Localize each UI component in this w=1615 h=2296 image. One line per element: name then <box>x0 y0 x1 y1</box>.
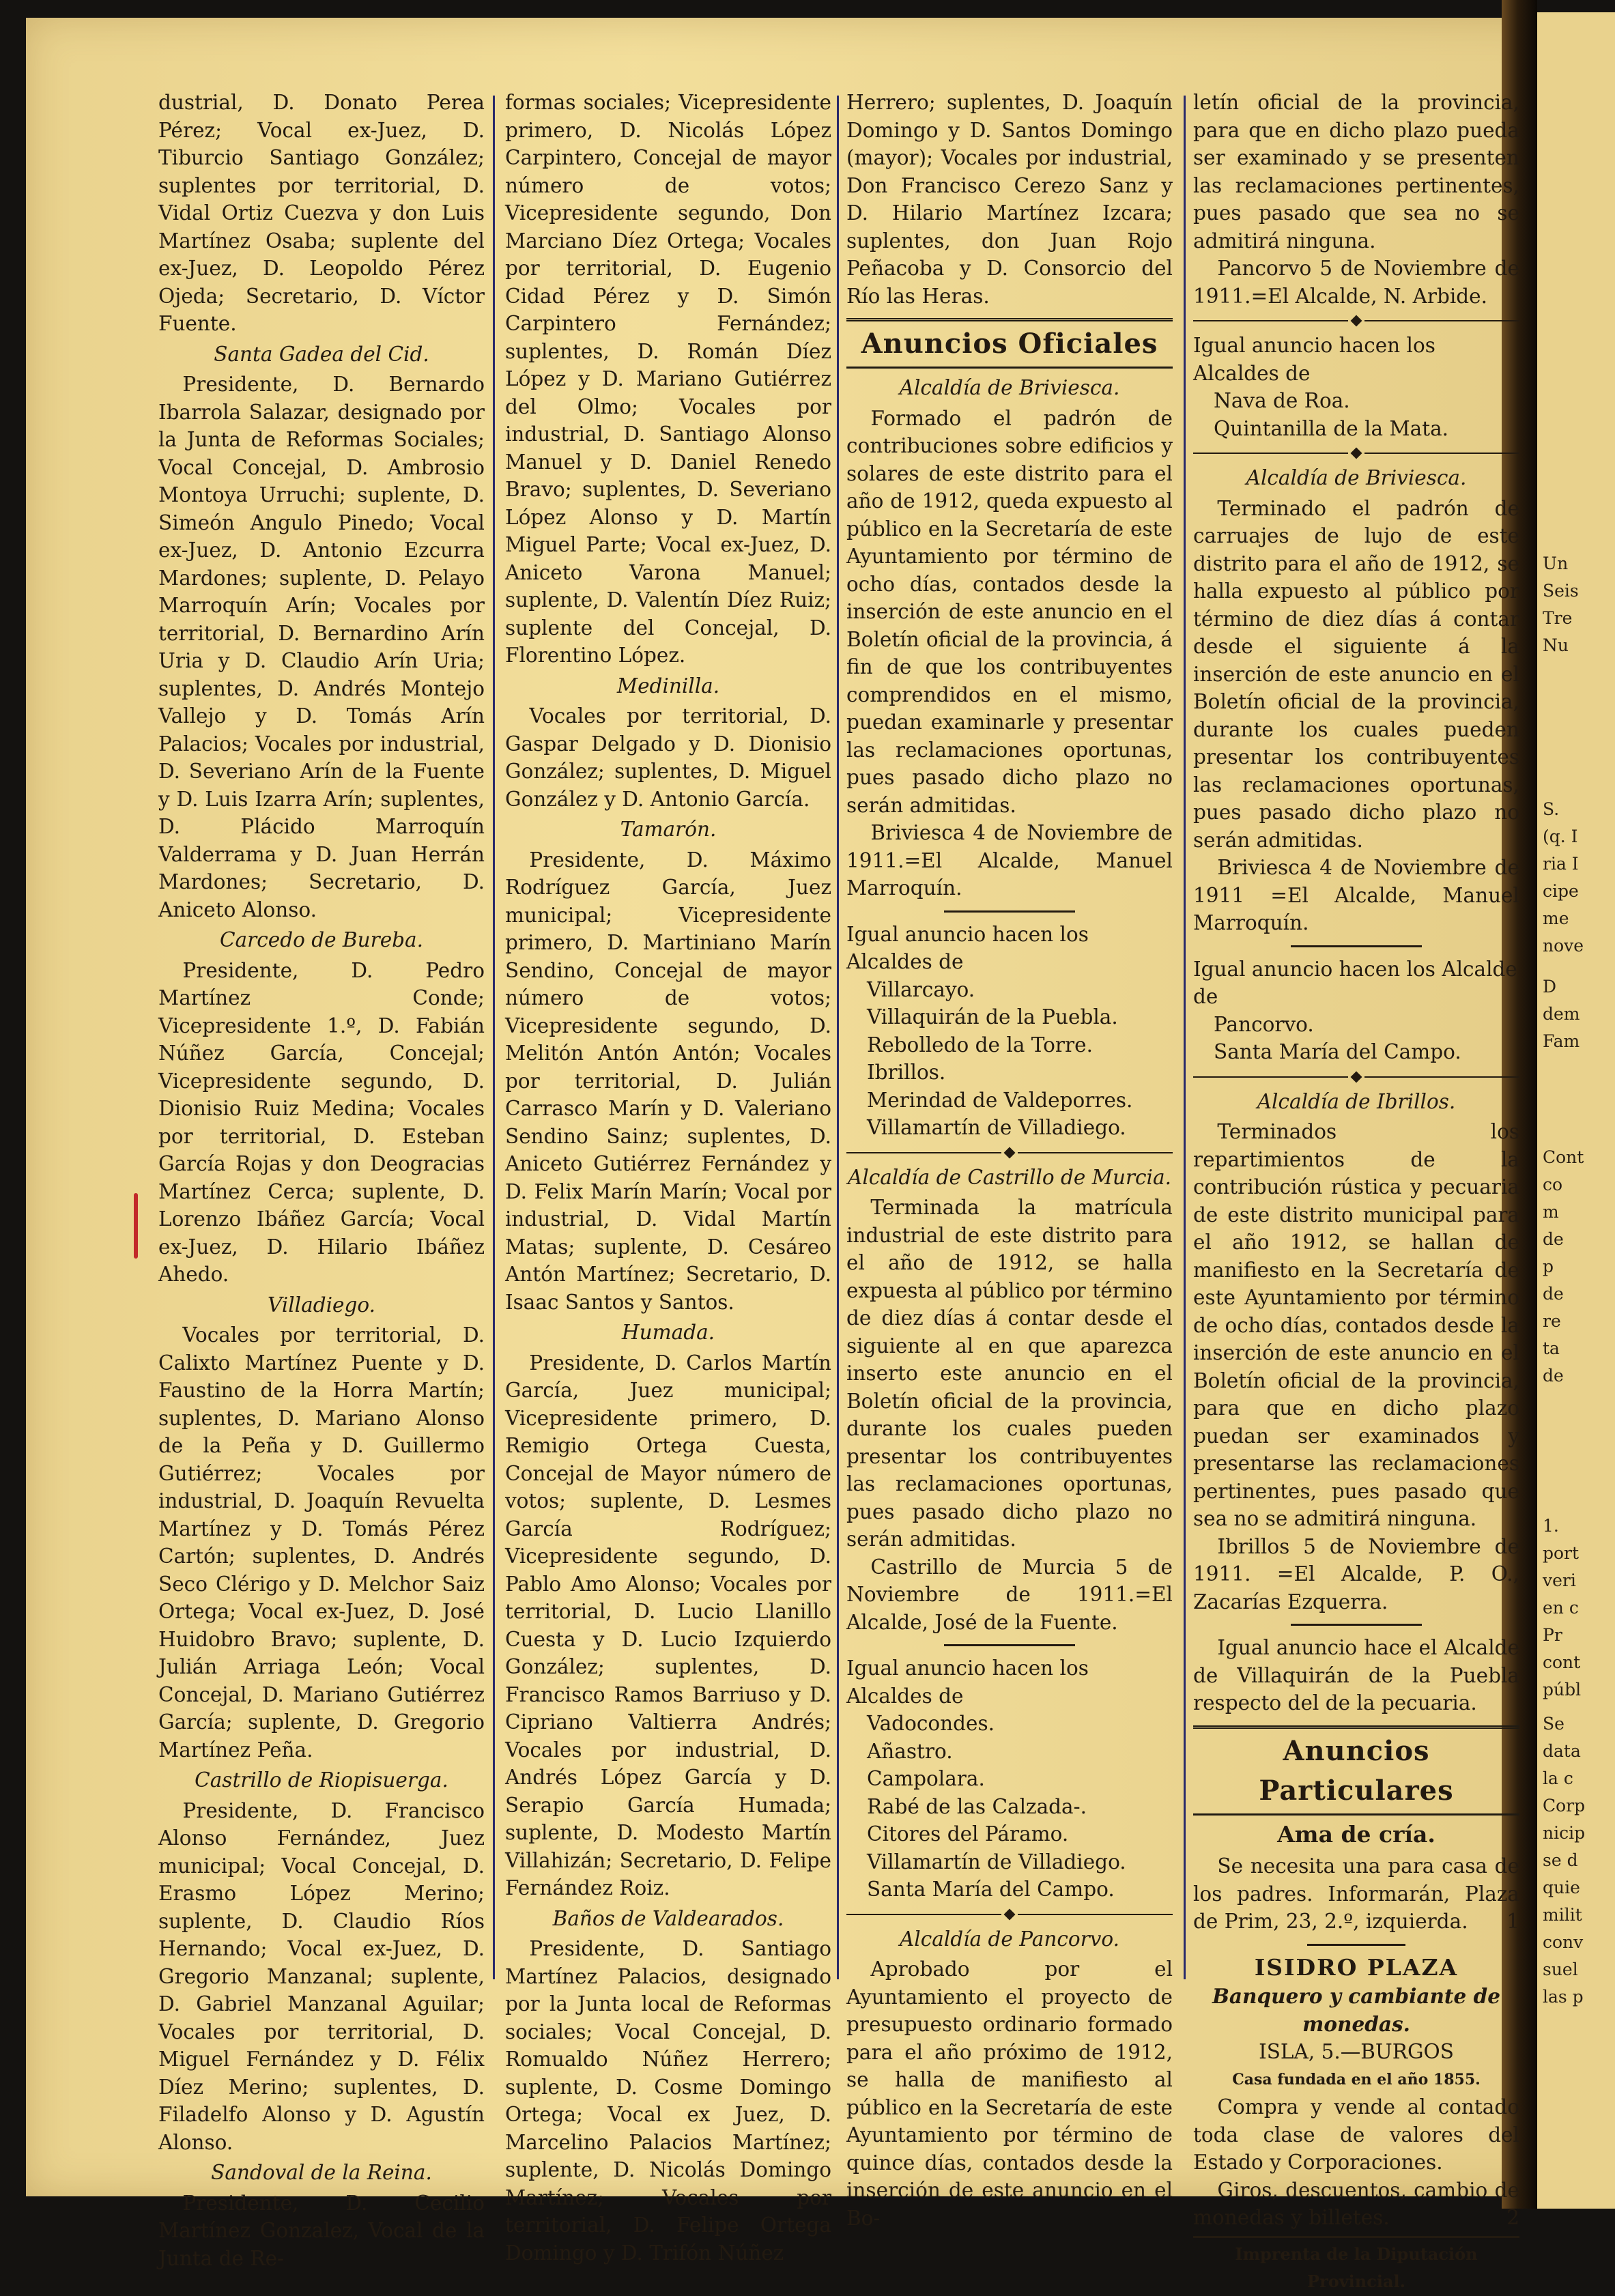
imprint: Imprenta de la Diputación Provincial. <box>1193 2236 1519 2296</box>
place-heading: Humada. <box>621 1321 715 1344</box>
list-item: Ibrillos. <box>867 1061 946 1084</box>
adjacent-page-fragment: veri <box>1543 1570 1576 1590</box>
paragraph: Aprobado por el Ayuntamiento el proyecto de presupuesto ordinario formado para el año próximo de 1912, se halla de manifiesto al público en la Secretaría de este Ayuntamiento por término de quince días, contados desde la inserción de este anuncio en el Bo- <box>846 1957 1173 2230</box>
short-rule <box>1307 1944 1405 1946</box>
adjacent-page-fragment: (q. I <box>1543 827 1578 846</box>
place-heading: Castrillo de Riopisuerga. <box>195 1768 448 1792</box>
paragraph: Formado el padrón de contribuciones sobre edificios y solares de este distrito para el año de 1912, queda expuesto al público en la Secretaría de este Ayuntamiento por término de ocho días, contados desde la inserción de este anuncio en el Boletín oficial de la provincia, á fin de que los contribuyentes comprendidos en el mismo, puedan examinarle y presentar las reclamaciones oportunas, pues pasado dicho plazo no serán admitidas. <box>846 406 1173 817</box>
place-heading: Sandoval de la Reina. <box>211 2161 432 2184</box>
adjacent-page-fragment: nicip <box>1543 1823 1586 1843</box>
paragraph: Vocales por territorial, D. Calixto Martínez Puente y D. Faustino de la Horra Martín; suplentes, D. Mariano Alonso de la Peña y D. Guillermo Gutiérrez; Vocales por industrial, D. Joaquín Revuelta Martínez y D. Tomás Pérez Cartón; suplentes, D. Andrés Seco Clérigo y D. Melchor Saiz Ortega; Vocal ex-Juez, D. José Huidobro Bravo; suplente, D. Julián Arriaga León; Vocal Concejal, D. Mariano Gutiérrez García; suplente, D. Gregorio Martínez Peña. <box>158 1323 485 1762</box>
short-rule <box>1291 1624 1421 1626</box>
paragraph: letín oficial de la provincia, para que en dicho plazo pueda ser examinado y se presenten las reclamaciones pertinentes, pues pasado que sea no se admitirá ninguna. <box>1193 91 1519 253</box>
town-list <box>1193 387 1519 442</box>
paragraph: Herrero; suplentes, D. Joaquín Domingo y D. Santos Domingo (mayor); Vocales por industrial, Don Francisco Cerezo Sanz y D. Hilario Martínez Izcara; suplentes, don Juan Rojo Peñacoba y D. Consorcio del Río las Heras. <box>846 91 1173 308</box>
ad-text <box>1193 1852 1519 1936</box>
place-heading: Alcaldía de Castrillo de Murcia. <box>848 1165 1171 1189</box>
list-item: Villaquirán de la Puebla. <box>867 1005 1118 1029</box>
paragraph: Presidente, D. Bernardo Ibarrola Salazar, designado por la Junta de Reformas Sociales; Vocal Concejal, D. Ambrosio Montoya Urruchi; suplente, D. Simeón Angulo Pinedo; Vocal ex-Juez, D. Antonio Ezcurra Mardones; suplente, D. Pelayo Marroquín Arín; Vocales por territorial, D. Bernardino Arín Uria y D. Claudio Arín Uria; suplentes, D. Andrés Montejo Vallejo y D. Tomás Arín Palacios; Vocales por industrial, D. Severiano Arín de la Fuente y D. Luis Izarra Arín; suplentes, D. Plácido Marroquín Valderrama y D. Juan Herrán Mardones; Secretario, D. Aniceto Alonso. <box>158 373 485 921</box>
adjacent-page-fragment: Un <box>1543 554 1569 573</box>
paragraph: Briviesca 4 de Noviembre de 1911.=El Alcalde, Manuel Marroquín. <box>846 821 1173 900</box>
ad-body: Se necesita una para casa de los padres. Informarán, Plaza de Prim, 23, 2.º, izquierda. <box>1193 1854 1519 1933</box>
paragraph: dustrial, D. Donato Perea Pérez; Vocal ex-Juez, D. Tiburcio Santiago González; suplentes por territorial, D. Vidal Ortiz Cuezva y don Luis Martínez Osaba; suplente del ex-Juez, D. Leopoldo Pérez Ojeda; Secretario, D. Víctor Fuente. <box>158 91 485 335</box>
short-rule <box>944 910 1074 913</box>
adjacent-page-fragment: D <box>1543 977 1557 996</box>
adjacent-page-fragment: cont <box>1543 1652 1581 1672</box>
adjacent-page-fragment: p <box>1543 1257 1554 1276</box>
ad-number: 2 <box>1506 2206 1519 2229</box>
adjacent-page-fragment: las p <box>1543 1987 1584 2007</box>
place-heading: Medinilla. <box>616 674 720 698</box>
place-heading: Alcaldía de Briviesca. <box>899 376 1120 399</box>
adjacent-page-fragment: re <box>1543 1311 1561 1331</box>
list-item: Rebolledo de la Torre. <box>867 1033 1093 1057</box>
adjacent-page-fragment: conv <box>1543 1932 1584 1952</box>
list-item: Pancorvo. <box>1214 1012 1314 1036</box>
short-rule <box>944 1644 1074 1646</box>
adjacent-page-fragment: en c <box>1543 1598 1579 1618</box>
paragraph: Presidente, D. Carlos Martín García, Juez municipal; Vicepresidente primero, D. Remigio Ortega Cuesta, Concejal de Mayor número de votos; suplente, D. Lesmes García Rodríguez; Vicepresidente segundo, D. Pablo Amo Alonso; Vocales por territorial, D. Lucio Llanillo Cuesta y D. Lucio Izquierdo González; suplentes, D. Francisco Ramos Barriuso y D. Cipriano Valtierra Andrés; Vocales por industrial, D. Andrés López García y D. Serapio García Humada; suplente, D. Modesto Martín Villahizán; Secretario, D. Felipe Fernández Roiz. <box>505 1351 831 1899</box>
list-item: Campolara. <box>867 1767 985 1790</box>
adjacent-page-fragment: Cont <box>1543 1147 1584 1167</box>
adjacent-page-fragment: Fam <box>1543 1031 1580 1051</box>
list-lead: Igual anuncio hacen los Alcaldes de <box>846 922 1089 973</box>
adjacent-page-fragment: 1. <box>1543 1516 1559 1536</box>
paragraph: Presidente, D. Francisco Alonso Fernández, Juez municipal; Vocal Concejal, D. Erasmo López Merino; suplente, D. Claudio Ríos Hernando; Vocal ex-Juez, D. Gregorio Manzanal; suplente, D. Gabriel Manzanal Aguilar; Vocales por territorial, D. Miguel Fernández y D. Félix Díez Merino; suplentes, D. Filadelfo Alonso y D. Agustín Alonso. <box>158 1798 485 2154</box>
column-2 <box>505 89 831 2267</box>
list-item: Merindad de Valdeporres. <box>867 1088 1133 1112</box>
ornament-divider <box>1193 1073 1519 1081</box>
paragraph: Vocales por territorial, D. Gaspar Delgado y D. Dionisio González; suplentes, D. Miguel González y D. Antonio García. <box>505 704 831 811</box>
adjacent-page-fragment: ria I <box>1543 854 1579 874</box>
paragraph: Igual anuncio hace el Alcalde de Villaquirán de la Puebla respecto del de la pecuaria. <box>1193 1636 1519 1714</box>
adjacent-page-fragment: milit <box>1543 1905 1582 1925</box>
adjacent-page-fragment: la c <box>1543 1768 1573 1788</box>
ad-number: 1 <box>1506 1910 1519 1933</box>
adjacent-page-fragment: de <box>1543 1229 1564 1249</box>
adjacent-page-fragment: Pr <box>1543 1625 1562 1645</box>
adjacent-page-fragment: Tre <box>1543 608 1573 628</box>
paragraph: Terminado el padrón de carruajes de lujo de este distrito para el año de 1912, se halla expuesto al público por término de diez días á contar desde el siguiente á la inserción de este anuncio en el Boletín oficial de la provincia, durante los cuales pueden presentar los contribuyentes las reclamaciones oportunas, pues pasado dicho plazo no serán admitidas. <box>1193 496 1519 852</box>
paragraph: Presidente, D. Pedro Martínez Conde; Vicepresidente 1.º, D. Fabián Núñez García, Concejal; Vicepresidente segundo, D. Dionisio Ruiz Medina; Vocales por territorial, D. Esteban García Rojas y don Deogracias Martínez Cerca; suplente, D. Lorenzo Ibáñez García; Vocal ex-Juez, D. Hilario Ibáñez Ahedo. <box>158 958 485 1286</box>
adjacent-page-fragment: co <box>1543 1175 1563 1194</box>
adjacent-page-fragment: m <box>1543 1202 1559 1222</box>
ad-text: Compra y vende al contado toda clase de valores del Estado y Corporaciones. <box>1193 2095 1519 2174</box>
list-item: Villamartín de Villadiego. <box>867 1850 1126 1874</box>
adjacent-page-fragment: nove <box>1543 936 1584 956</box>
list-item: Quintanilla de la Mata. <box>1214 416 1449 440</box>
list-item: Villamartín de Villadiego. <box>867 1116 1126 1139</box>
list-item: Añastro. <box>867 1739 953 1763</box>
paragraph: Terminada la matrícula industrial de este distrito para el año de 1912, se halla expuesta al público por término de diez días á contar desde el siguiente al en que aparezca inserto este anuncio en el Boletín oficial de la provincia, durante los cuales pueden presentar los contribuyentes las reclamaciones oportunas, pues pasado dicho plazo no serán admitidas. <box>846 1196 1173 1551</box>
ad-text <box>1193 2177 1519 2232</box>
section-masthead-oficiales: Anuncios Oficiales <box>846 318 1173 369</box>
paragraph: formas sociales; Vicepresidente primero, D. Nicolás López Carpintero, Concejal de mayor número de votos; Vicepresidente segundo, Don Marciano Díez Ortega; Vocales por territorial, D. Eugenio Cidad Pérez y D. Simón Carpintero Fernández; suplentes, D. Román Díez López y D. Mariano Gutiérrez del Olmo; Vocales por industrial, D. Santiago Alonso Manuel y D. Daniel Renedo Bravo; suplentes, D. Severiano López Alonso y D. Martín Miguel Parte; Vocal ex-Juez, D. Aniceto Varona Manuel; suplente, D. Valentín Díez Ruiz; suplente del Concejal, D. Florentino López. <box>505 91 831 667</box>
paragraph: Presidente, D. Máximo Rodríguez García, Juez municipal; Vicepresidente primero, D. Martiniano Marín Sendino, Concejal de mayor número de votos; Vicepresidente segundo, D. Melitón Antón Antón; Vocales por territorial, D. Julián Carrasco Marín y D. Valeriano Sendino Sainz; suplentes, D. Aniceto Gutiérrez Fernández y D. Felix Marín Marín; Vocal por industrial, D. Vidal Martín Matas; suplente, D. Cesáreo Antón Martínez; Secretario, D. Isaac Santos y Santos. <box>505 848 831 1314</box>
ad-body: Giros, descuentos, cambio de monedas y billetes. <box>1193 2178 1519 2229</box>
adjacent-page-fragment: suel <box>1543 1960 1578 1979</box>
adjacent-page-fragment: se d <box>1543 1850 1578 1870</box>
town-list <box>1193 1011 1519 1066</box>
adjacent-page-fragment: ta <box>1543 1338 1560 1358</box>
column-1 <box>158 89 485 2272</box>
ad-founded: Casa fundada en el año 1855. <box>1232 2070 1481 2089</box>
adjacent-page-fragment: cipe <box>1543 881 1579 901</box>
adjacent-page-fragment: Se <box>1543 1714 1564 1734</box>
adjacent-page-fragment: de <box>1543 1284 1564 1304</box>
red-pencil-mark <box>134 1193 138 1259</box>
list-item: Santa María del Campo. <box>867 1878 1115 1901</box>
place-heading: Villadiego. <box>268 1293 375 1317</box>
adjacent-page-fragment: públ <box>1543 1680 1582 1699</box>
ad-address: ISLA, 5.—BURGOS <box>1259 2040 1454 2063</box>
town-list <box>846 976 1173 1142</box>
list-item: Citores del Páramo. <box>867 1822 1069 1846</box>
list-item: Nava de Roa. <box>1214 389 1350 412</box>
adjacent-page-fragment: dem <box>1543 1004 1580 1024</box>
adjacent-page-fragment: port <box>1543 1543 1580 1563</box>
adjacent-page-fragment: de <box>1543 1366 1564 1386</box>
list-lead: Igual anuncio hacen los Alcalde de <box>1193 957 1517 1008</box>
ad-subtitle: Banquero y cambiante de monedas. <box>1212 1984 1500 2036</box>
ad-title: ISIDRO PLAZA <box>1254 1953 1459 1981</box>
place-heading: Alcaldía de Briviesca. <box>1246 466 1467 489</box>
place-heading: Carcedo de Bureba. <box>219 928 424 951</box>
column-3 <box>846 89 1173 2232</box>
adjacent-page-fragment: Corp <box>1543 1796 1586 1816</box>
column-rule <box>1184 96 1186 1979</box>
paragraph: Presidente, D. Santiago Martínez Palacios, designado por la Junta local de Reformas sociales; Vocal Concejal, D. Romualdo Núñez Herrero; suplente, D. Cosme Domingo Ortega; Vocal ex Juez, D. Marcelino Palacios Martínez; suplente, D. Nicolás Domingo Martínez; Vocales por territorial, D. Felipe Ortega Domingo y D. Trifón Núñez <box>505 1937 831 2265</box>
list-item: Santa María del Campo. <box>1214 1040 1461 1063</box>
ornament-divider <box>1193 317 1519 325</box>
adjacent-page-fragment: quie <box>1543 1878 1580 1897</box>
town-list <box>846 1710 1173 1904</box>
ornament-divider <box>846 1149 1173 1157</box>
paragraph: Presidente, D. Cecilio Martínez Gonzalez, Vocal de la Junta de Re- <box>158 2191 485 2270</box>
adjacent-page-fragment: Seis <box>1543 581 1579 601</box>
paragraph: Pancorvo 5 de Noviembre de 1911.=El Alcalde, N. Arbide. <box>1193 257 1519 308</box>
ad-title: Ama de cría. <box>1277 1820 1435 1848</box>
adjacent-page-edge <box>1537 12 1615 2209</box>
ornament-divider <box>1193 449 1519 457</box>
list-lead: Igual anuncio hacen los Alcaldes de <box>1193 334 1435 385</box>
place-heading: Alcaldía de Ibrillos. <box>1257 1089 1456 1113</box>
adjacent-page-fragment: data <box>1543 1741 1581 1761</box>
place-heading: Tamarón. <box>620 818 717 841</box>
list-item: Villarcayo. <box>867 977 975 1001</box>
place-heading: Santa Gadea del Cid. <box>214 342 429 366</box>
column-4 <box>1193 89 1519 2296</box>
section-masthead-particulares: Anuncios Particulares <box>1193 1725 1519 1816</box>
ornament-divider <box>846 1910 1173 1919</box>
paragraph: Briviesca 4 de Noviembre de 1911 =El Alcalde, Manuel Marroquín. <box>1193 856 1519 934</box>
place-heading: Alcaldía de Pancorvo. <box>899 1927 1120 1951</box>
column-rule <box>837 96 839 1979</box>
adjacent-page-fragment: S. <box>1543 799 1560 819</box>
column-rule <box>493 96 495 1979</box>
list-item: Rabé de las Calzada-. <box>867 1794 1087 1818</box>
short-rule <box>1291 945 1421 947</box>
paragraph: Terminados los repartimientos de la contribución rústica y pecuaria de este distrito municipal para el año 1912, se hallan de manifiesto en la Secretaría de este Ayuntamiento por término de ocho días, contados desde la inserción de este anuncio en el Boletín oficial de la provincia, para que en dicho plazo puedan ser examinados y presentarse las reclamaciones pertinentes, pues pasado que sea no se admitirá ninguna. <box>1193 1120 1519 1530</box>
adjacent-page-fragment: Nu <box>1543 635 1569 655</box>
paragraph: Castrillo de Murcia 5 de Noviembre de 1911.=El Alcalde, José de la Fuente. <box>846 1555 1173 1634</box>
list-item: Vadocondes. <box>867 1712 995 1735</box>
place-heading: Baños de Valdearados. <box>552 1906 784 1930</box>
adjacent-page-fragment: me <box>1543 908 1569 928</box>
paragraph: Ibrillos 5 de Noviembre de 1911. =El Alcalde, P. O., Zacarías Ezquerra. <box>1193 1534 1519 1613</box>
list-lead: Igual anuncio hacen los Alcaldes de <box>846 1656 1089 1708</box>
